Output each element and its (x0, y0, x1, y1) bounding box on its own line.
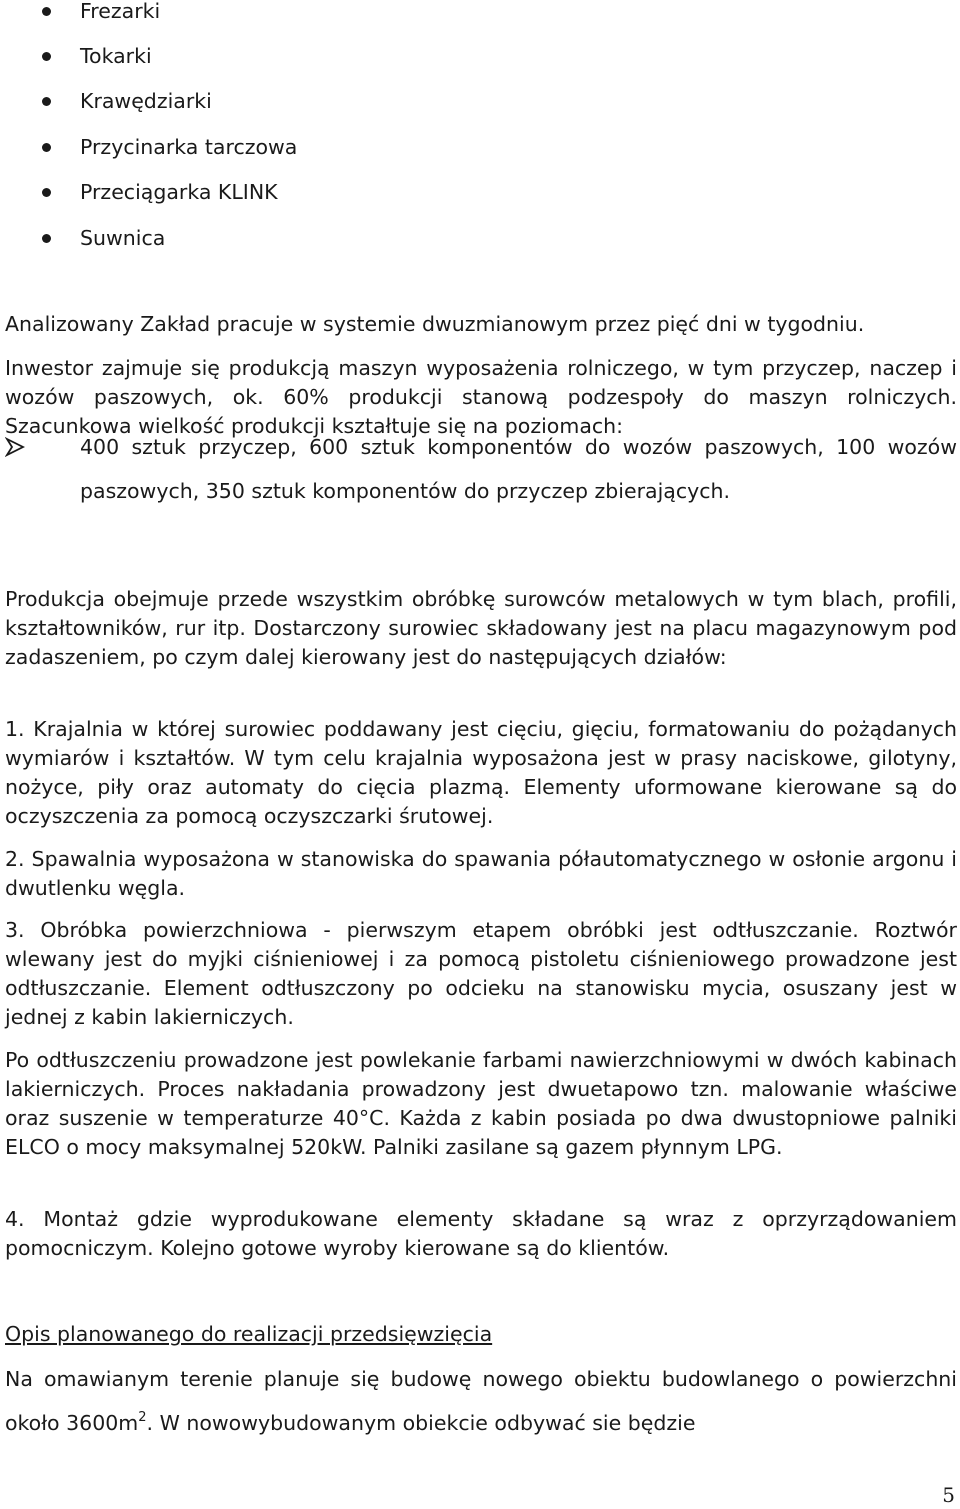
paragraph-painting: Po odtłuszczeniu prowadzone jest powlekanie farbami nawierzchniowymi w dwóch kabinach lakierniczych. Proces nakładania prowadzony jest dwuetapowo tzn. malowanie właściwe oraz suszenie w temperaturze 40°C. Każda z kabin posiada po dwa dwustopniowe palniki ELCO o mocy maksymalnej 520kW. Palniki zasilane są gazem płynnym LPG. (5, 1048, 957, 1159)
bullet-dot-icon (42, 52, 51, 61)
list-item (80, 89, 212, 113)
paragraph-welding-shop: 2. Spawalnia wyposażona w stanowiska do spawania półautomatycznego w osłonie argonu i dwutlenku węgla. (5, 847, 957, 900)
bullet-dot-icon (42, 7, 51, 16)
list-item-label: Przycinarka tarczowa (80, 135, 298, 159)
paragraph-planned-project (5, 1357, 957, 1445)
bullet-dot-icon (42, 97, 51, 106)
superscript: 2 (138, 1410, 147, 1425)
list-item (80, 180, 278, 204)
list-item (80, 44, 152, 68)
list-item-label: Krawędziarki (80, 89, 212, 113)
production-volume-item: 400 sztuk przyczep, 600 sztuk komponentów do wozów paszowych, 100 wozów paszowych, 350 sztuk komponentów do przyczep zbierających. (80, 435, 957, 503)
paragraph-production: Produkcja obejmuje przede wszystkim obróbkę surowców metalowych w tym blach, profili, kształtowników, rur itp. Dostarczony surowiec składowany jest na placu magazynowym pod zadaszeniem, po czym dalej kierowany jest do następujących działów: (5, 587, 957, 669)
list-item-label: Przeciągarka KLINK (80, 180, 278, 204)
list-item-label: Suwnica (80, 226, 166, 250)
list-item (80, 135, 297, 159)
page-number: 5 (942, 1483, 955, 1507)
arrow-bullet-icon (5, 437, 25, 457)
list-item-label: Frezarki (80, 0, 161, 23)
section-heading: Opis planowanego do realizacji przedsięwzięcia (5, 1322, 493, 1346)
bullet-dot-icon (42, 143, 51, 152)
bullet-dot-icon (42, 188, 51, 197)
final-text-after: . W nowowybudowanym obiekcie odbywać sie będzie (146, 1411, 696, 1435)
paragraph-assembly: 4. Montaż gdzie wyprodukowane elementy składane są wraz z oprzyrządowaniem pomocniczym. Kolejno gotowe wyroby kierowane są do klientów. (5, 1207, 957, 1260)
final-text-before: Na omawianym terenie planuje się budowę nowego obiektu budowlanego o powierzchni około 3600m (5, 1367, 957, 1435)
list-item-label: Tokarki (80, 44, 152, 68)
paragraph-work-schedule: Analizowany Zakład pracuje w systemie dwuzmianowym przez pięć dni w tygodniu. (5, 312, 865, 336)
list-item (80, 0, 160, 23)
list-item (80, 226, 165, 250)
paragraph-surface-treatment: 3. Obróbka powierzchniowa - pierwszym etapem obróbki jest odtłuszczanie. Roztwór wlewany jest do myjki ciśnieniowej i za pomocą pistoletu ciśnieniowego prowadzone jest odtłuszczanie. Element odtłuszczony po odcieku na stanowisku mycia, osuszany jest w jednej z kabin lakierniczych. (5, 918, 957, 1029)
paragraph-investor: Inwestor zajmuje się produkcją maszyn wyposażenia rolniczego, w tym przyczep, naczep i wozów paszowych, ok. 60% produkcji stanową podzespoły do maszyn rolniczych. Szacunkowa wielkość produkcji kształtuje się na poziomach: (5, 356, 957, 438)
bullet-dot-icon (42, 234, 51, 243)
paragraph-cutting-shop: 1. Krajalnia w której surowiec poddawany jest cięciu, gięciu, formatowaniu do pożądanych wymiarów i kształtów. W tym celu krajalnia wyposażona jest w prasy naciskowe, gilotyny, nożyce, piły oraz automaty do cięcia plazmą. Elementy uformowane kierowane są do oczyszczenia za pomocą oczyszczarki śrutowej. (5, 717, 957, 828)
